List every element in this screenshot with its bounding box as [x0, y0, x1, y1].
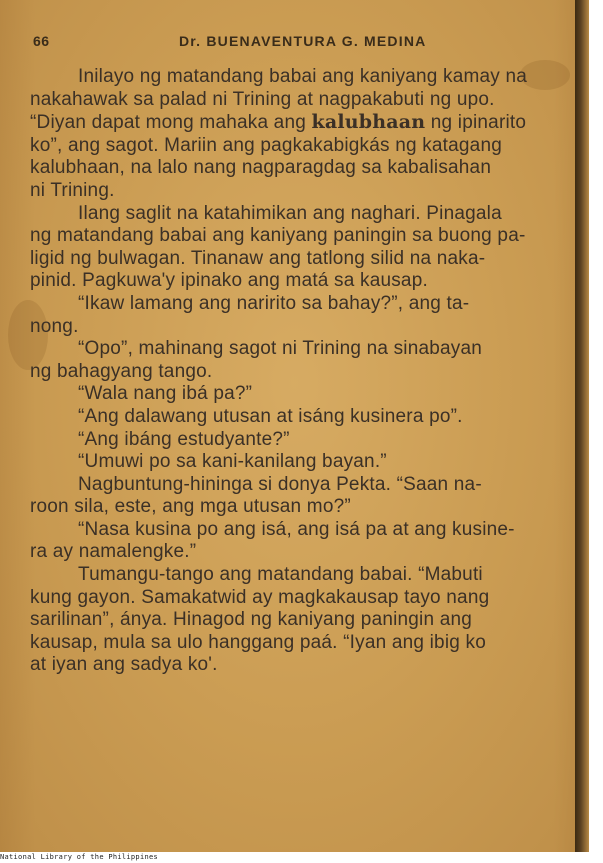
- text-line: ni Trining.: [30, 179, 115, 201]
- running-head: Dr. BUENAVENTURA G. MEDINA: [179, 33, 427, 49]
- text-line: “Wala nang ibá pa?”: [78, 383, 253, 405]
- text-line: kausap, mula sa ulo hanggang paá. “Iyan ang ibig ko: [30, 631, 486, 653]
- text-line: “Umuwi po sa kani-kanilang bayan.”: [78, 451, 387, 473]
- page-header: [33, 33, 567, 53]
- text-line: Inilayo ng matandang babai ang kaniyang kamay na: [78, 66, 528, 87]
- text-line: “Opo”, mahinang sagot ni Trining na sinabayan: [78, 338, 483, 360]
- text-line: nong.: [30, 315, 79, 337]
- paragraph: [30, 519, 576, 564]
- text-line: ng matandang babai ang kaniyang paningin sa buong pa-: [30, 225, 526, 247]
- body-text: [30, 66, 576, 677]
- paragraph: [30, 451, 576, 474]
- page-edge-shadow: [575, 0, 589, 852]
- paragraph: [30, 406, 576, 429]
- paragraph: [30, 293, 576, 338]
- text-line: at iyan ang sadya ko'.: [30, 654, 218, 676]
- text-line: ng bahagyang tango.: [30, 360, 213, 382]
- text-segment: ng ipinarito: [425, 112, 527, 134]
- scan-credit: National Library of the Philippines: [0, 853, 159, 861]
- text-line: ko”, ang sagot. Mariin ang pagkakabigkás ng katagang: [30, 134, 502, 156]
- bold-word: kalubhaan: [311, 111, 426, 134]
- paragraph: [30, 203, 576, 293]
- text-line: pinid. Pagkuwa'y ipinako ang matá sa kausap.: [30, 270, 428, 292]
- text-line: “Ikaw lamang ang naririto sa bahay?”, ang ta-: [78, 292, 470, 314]
- text-line: Ilang saglit na katahimikan ang naghari. Pinagala: [78, 202, 502, 224]
- text-line: “Ang ibáng estudyante?”: [78, 428, 290, 450]
- paragraph: [30, 338, 576, 383]
- text-line: ligid ng bulwagan. Tinanaw ang tatlong silid na naka-: [30, 247, 486, 269]
- text-line: kalubhaan, na lalo nang nagparagdag sa kabalisahan: [30, 157, 492, 179]
- paragraph: [30, 474, 576, 519]
- text-line: roon sila, este, ang mga utusan mo?”: [30, 496, 351, 518]
- page-number: 66: [33, 33, 50, 49]
- paragraph: [30, 383, 576, 406]
- text-line: Tumangu-tango ang matandang babai. “Mabuti: [78, 564, 483, 586]
- paragraph: [30, 66, 576, 203]
- text-line: [30, 111, 576, 135]
- text-line: kung gayon. Samakatwid ay magkakausap tayo nang: [30, 586, 490, 608]
- text-line: Nagbuntung-hininga si donya Pekta. “Saan na-: [78, 473, 482, 495]
- text-line: “Ang dalawang utusan at isáng kusinera po”.: [78, 405, 463, 427]
- text-line: “Nasa kusina po ang isá, ang isá pa at ang kusine-: [78, 518, 515, 540]
- paragraph: [30, 564, 576, 677]
- text-line: sarilinan”, ánya. Hinagod ng kaniyang paningin ang: [30, 609, 473, 631]
- text-segment: “Diyan dapat mong mahaka ang: [30, 112, 312, 134]
- text-line: nakahawak sa palad ni Trining at nagpakabuti ng upo.: [30, 88, 495, 110]
- paragraph: [30, 429, 576, 452]
- text-line: ra ay namalengke.”: [30, 541, 197, 563]
